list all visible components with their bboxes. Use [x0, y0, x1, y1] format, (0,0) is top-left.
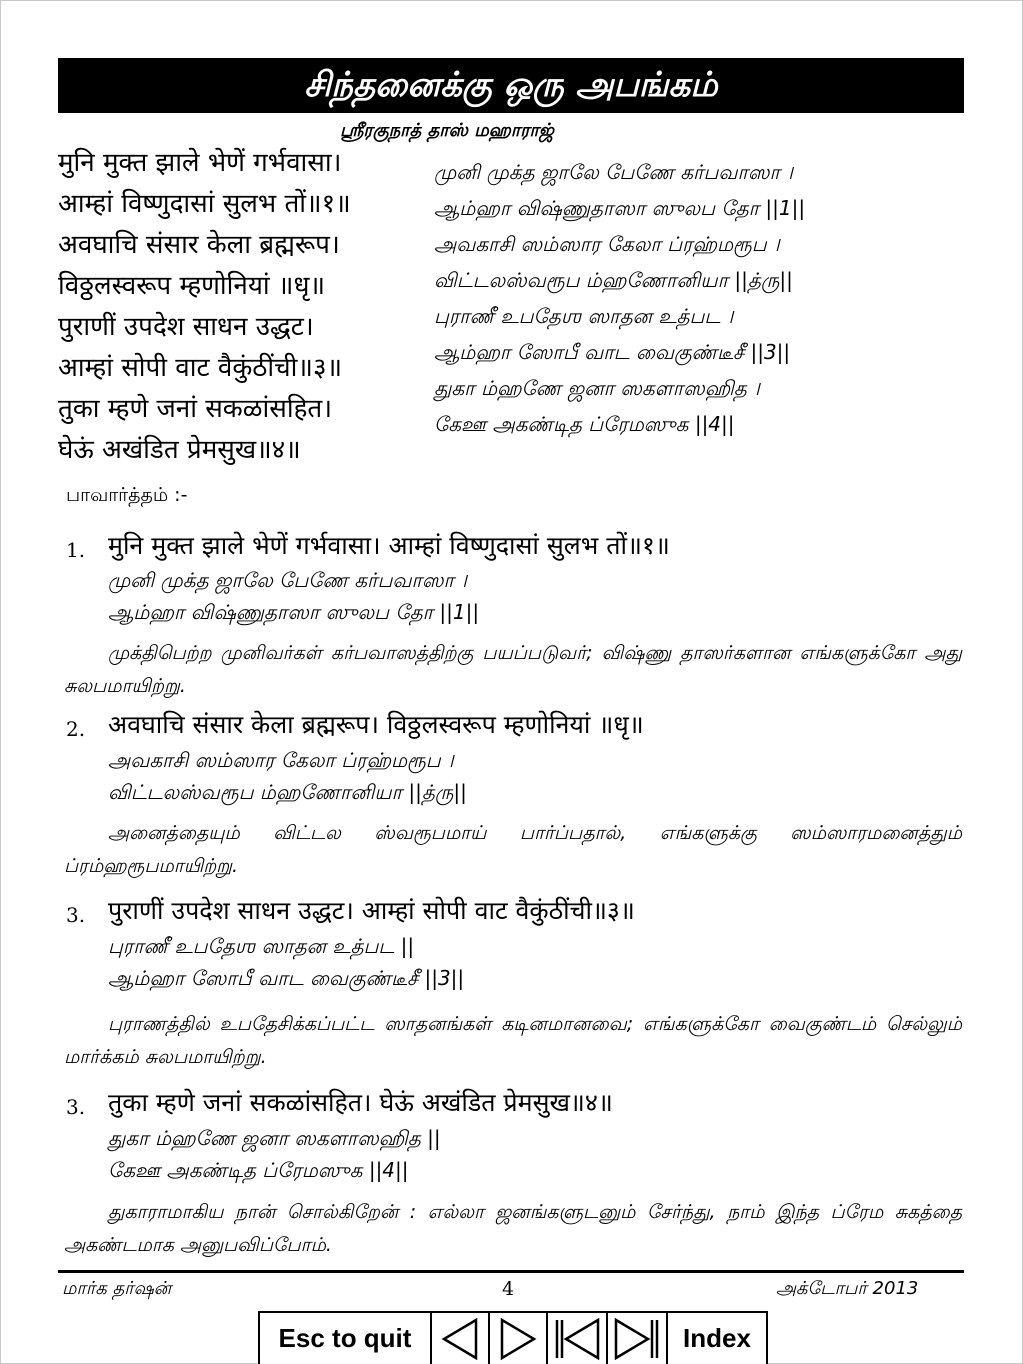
last-page-button[interactable]: [606, 1311, 668, 1364]
author-name: ஸ்ரீரகுநாத் தாஸ் மஹாராஜ்: [340, 120, 554, 141]
verse-number: 1.: [66, 538, 86, 562]
next-page-icon: [496, 1317, 540, 1361]
magazine-name: மார்க தர்ஷன்: [62, 1278, 172, 1299]
abhang-tamil-line: விட்டலஸ்வரூப ம்ஹணோனியா ||த்ரு||: [434, 268, 793, 292]
first-page-button[interactable]: [546, 1311, 608, 1364]
abhang-tamil-line: புராணீ உபதேஶ ஸாதன உத்பட ।: [434, 304, 734, 328]
verse-tamil-line: ஆம்ஹா ஸோபீ வாட வைகுண்டீசீ ||3||: [108, 966, 465, 990]
verse-meaning: அனைத்தையும் விட்டல ஸ்வரூபமாய் பார்ப்பதால், எங்களுக்கு ஸம்ஸாரமனைத்தும் ப்ரம்ஹரூபமாயிற்று.: [64, 822, 962, 877]
verse-tamil-line: அவகாசி ஸம்ஸார கேலா ப்ரஹ்மரூப ।: [108, 748, 454, 772]
abhang-marathi-line: मुनि मुक्त झाले भेणें गर्भवासा।: [58, 148, 342, 178]
verse-meaning: முக்திபெற்ற முனிவர்கள் கர்பவாஸத்திற்கு பயப்படுவர்; விஷ்ணு தாஸர்களான எங்களுக்கோ அது சுலபமாயிற்று.: [64, 642, 962, 697]
abhang-marathi-line: आम्हां सोपी वाट वैकुंठींची॥३॥: [58, 353, 343, 383]
verse-marathi: अवघाचि संसार केला ब्रह्मरूप। विठ्ठलस्वरूप म्हणोनियां ॥धृ॥: [108, 710, 644, 739]
meaning-heading: பாவார்த்தம் :-: [66, 484, 188, 506]
verse-marathi: पुराणीं उपदेश साधन उद्धट। आम्हां सोपी वाट वैकुंठींची॥३॥: [108, 896, 635, 925]
verse-tamil-line: ஆம்ஹா விஷ்ணுதாஸா ஸுலப தோ ||1||: [108, 600, 480, 624]
abhang-marathi-line: तुका म्हणे जनां सकळांसहित।: [58, 394, 333, 424]
prev-page-button[interactable]: [430, 1311, 490, 1364]
verse-number: 2.: [66, 717, 86, 741]
last-page-icon: [612, 1317, 662, 1361]
verse-marathi: मुनि मुक्त झाले भेणें गर्भवासा। आम्हां विष्णुदासां सुलभ तों॥१॥: [108, 531, 670, 560]
abhang-marathi-line: घेऊं अखंडित प्रेमसुख॥४॥: [58, 435, 301, 465]
footer-divider: [58, 1270, 964, 1273]
prev-page-icon: [438, 1317, 482, 1361]
abhang-tamil-line: துகா ம்ஹணே ஜனா ஸகளாஸஹித ।: [434, 376, 760, 400]
verse-number: 3.: [66, 1095, 86, 1119]
next-page-button[interactable]: [488, 1311, 548, 1364]
verse-tamil-line: முனி முக்த ஜாலே பேணே கர்பவாஸா ।: [108, 568, 467, 592]
abhang-marathi-line: आम्हां विष्णुदासां सुलभ तों॥१॥: [58, 189, 351, 219]
page-number: 4: [502, 1278, 515, 1300]
verse-meaning: துகாராமாகிய நான் சொல்கிறேன் : எல்லா ஜனங்களுடனும் சேர்ந்து, நாம் இந்த ப்ரேம சுகத்தை அகண்டமாக அனுபவிப்போம்.: [64, 1201, 962, 1256]
first-page-icon: [552, 1317, 602, 1361]
verse-tamil-line: கேஊ அகண்டித ப்ரேமஸுக ||4||: [108, 1158, 409, 1182]
abhang-tamil-line: ஆம்ஹா ஸோபீ வாட வைகுண்டீசீ ||3||: [434, 340, 791, 364]
abhang-marathi-line: अवघाचि संसार केला ब्रह्मरूप।: [58, 230, 340, 260]
verse-number: 3.: [66, 903, 86, 927]
abhang-tamil-line: அவகாசி ஸம்ஸார கேலா ப்ரஹ்மரூப ।: [434, 232, 780, 256]
index-button[interactable]: Index: [666, 1311, 768, 1364]
abhang-tamil-line: கேஊ அகண்டித ப்ரேமஸுக ||4||: [434, 412, 735, 436]
verse-tamil-line: விட்டலஸ்வரூப ம்ஹணோனியா ||த்ரு||: [108, 780, 467, 804]
verse-tamil-line: துகா ம்ஹணே ஜனா ஸகளாஸஹித ||: [108, 1126, 441, 1150]
abhang-marathi-line: विठ्ठलस्वरूप म्हणोनियां ॥धृ॥: [58, 271, 326, 301]
page-title: சிந்தனைக்கு ஒரு அபங்கம்: [58, 58, 964, 113]
issue-date: அக்டோபர் 2013: [776, 1278, 919, 1299]
verse-tamil-line: புராணீ உபதேஶ ஸாதன உத்பட ||: [108, 934, 415, 958]
navigation-bar: [258, 1311, 766, 1364]
verse-meaning: புராணத்தில் உபதேசிக்கப்பட்ட ஸாதனங்கள் கடினமானவை; எங்களுக்கோ வைகுண்டம் செல்லும் மார்க்கம் சுலபமாயிற்று.: [64, 1013, 962, 1068]
abhang-tamil-line: ஆம்ஹா விஷ்ணுதாஸா ஸுலப தோ ||1||: [434, 196, 806, 220]
verse-marathi: तुका म्हणे जनां सकळांसहित। घेऊं अखंडित प्रेमसुख॥४॥: [108, 1088, 613, 1117]
abhang-tamil-line: முனி முக்த ஜாலே பேணே கர்பவாஸா ।: [434, 160, 793, 184]
esc-to-quit-button[interactable]: Esc to quit: [258, 1311, 432, 1364]
abhang-marathi-line: पुराणीं उपदेश साधन उद्धट।: [58, 312, 314, 342]
